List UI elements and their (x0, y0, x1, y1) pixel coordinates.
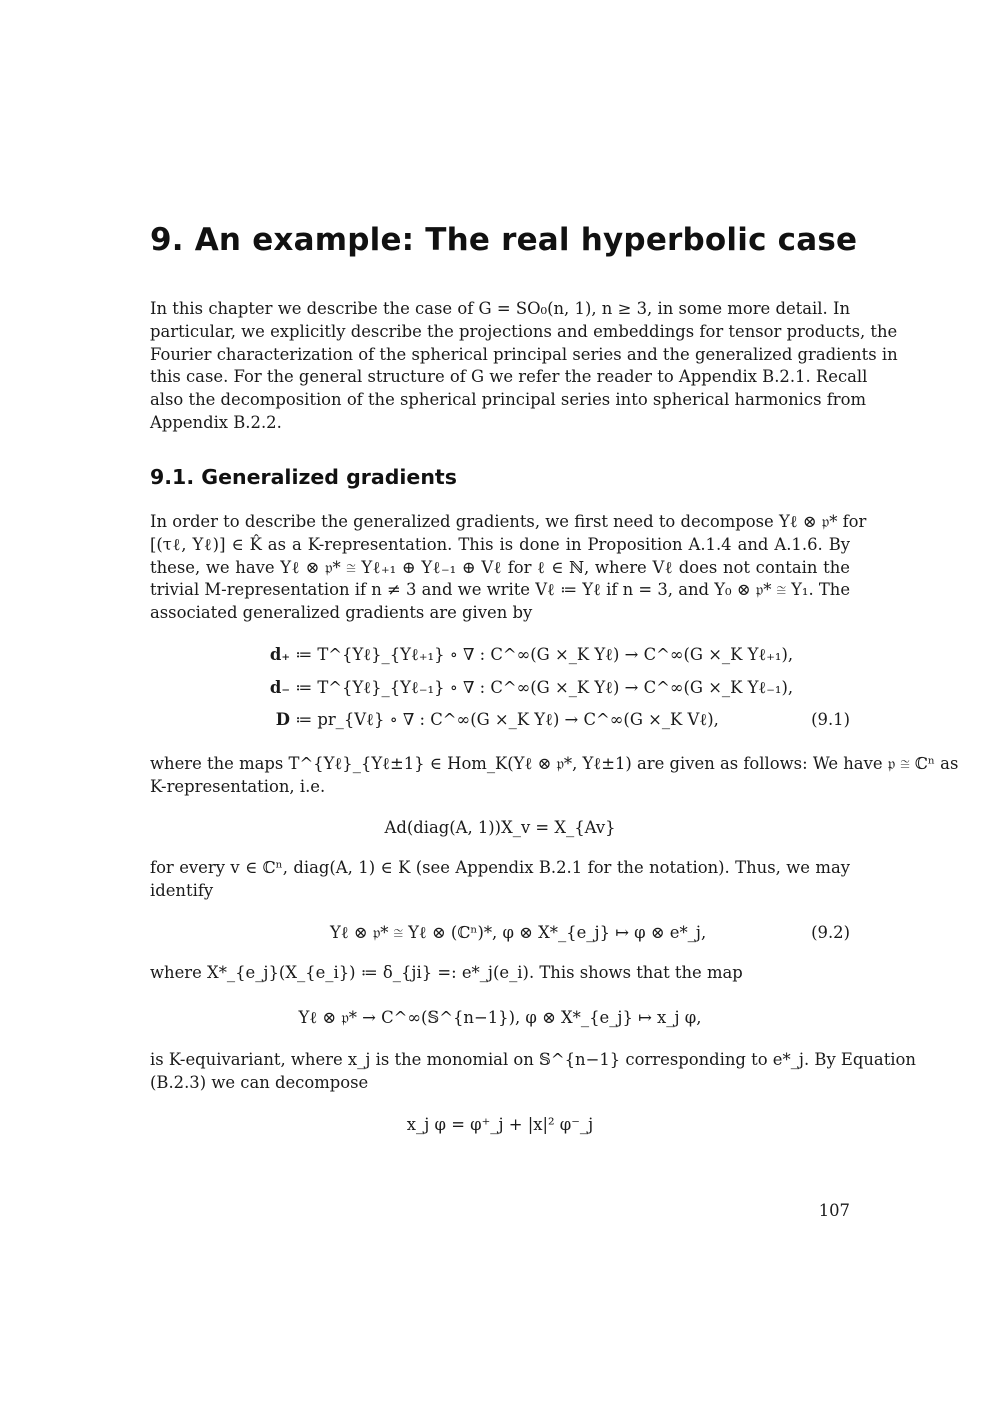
equation-body: Ad(diag(A, 1))X_v = X_{Av} (384, 818, 616, 837)
equation-body: Yℓ ⊗ 𝔭* ≅ Yℓ ⊗ (ℂⁿ)*, φ ⊗ X*_{e_j} ↦ φ ⊗ e*_j, (330, 923, 707, 942)
text-line: these, we have Yℓ ⊗ 𝔭* ≅ Yℓ₊₁ ⊕ Yℓ₋₁ ⊕ Vℓ for ℓ ∈ ℕ, where Vℓ does not contain the (150, 557, 850, 577)
chapter-title: 9. An example: The real hyperbolic case (150, 222, 858, 258)
section-title: 9.1. Generalized gradients (150, 465, 457, 489)
equation-row (220, 705, 719, 735)
text-line: also the decomposition of the spherical principal series into spherical harmonics from (150, 390, 867, 410)
equivariant-paragraph (150, 1049, 916, 1095)
page-number: 107 (818, 1201, 850, 1220)
text-line: particular, we explicitly describe the projections and embeddings for tensor products, the (150, 321, 898, 341)
maps-paragraph (150, 753, 959, 799)
text-line: where the maps T^{Yℓ}_{Yℓ±1} ∈ Hom_K(Yℓ ⊗ 𝔭*, Yℓ±1) are given as follows: We have 𝔭 ≅ ℂⁿ as (150, 754, 959, 773)
equation-rhs: ≔ pr_{Vℓ} ∘ ∇ : C^∞(G ×_K Yℓ) → C^∞(G ×_K Vℓ), (290, 710, 719, 729)
text-line: In this chapter we describe the case of G = SO₀(n, 1), n ≥ 3, in some more detail. In (150, 299, 850, 318)
section-paragraph (150, 511, 867, 625)
equation-row (220, 673, 793, 703)
equation-9-2 (150, 918, 850, 948)
text-line: is K-equivariant, where x_j is the monomial on 𝕊^{n−1} corresponding to e*_j. By Equation (150, 1050, 916, 1069)
where-paragraph (150, 962, 850, 985)
text-line: [(τℓ, Yℓ)] ∈ K̂ as a K-representation. This is done in Proposition A.1.4 and A.1.6. By (150, 534, 850, 554)
every-paragraph (150, 857, 850, 903)
equation-rhs: ≔ T^{Yℓ}_{Yℓ₋₁} ∘ ∇ : C^∞(G ×_K Yℓ) → C^∞(G ×_K Yℓ₋₁), (290, 678, 794, 697)
text-line: this case. For the general structure of G we refer the reader to Appendix B.2.1. Recall (150, 367, 868, 387)
equation-decomposition (150, 1110, 850, 1140)
equation-lhs: d₊ (269, 645, 290, 664)
text-line: associated generalized gradients are given by (150, 603, 533, 623)
equation-lhs: D (275, 710, 290, 729)
text-line: trivial M-representation if n ≠ 3 and we write Vℓ ≔ Yℓ if n = 3, and Y₀ ⊗ 𝔭* ≅ Y₁. The (150, 580, 851, 600)
text-line: where X*_{e_j}(X_{e_i}) ≔ δ_{ji} =: e*_j(e_i). This shows that the map (150, 963, 743, 982)
equation-ad (150, 813, 850, 843)
equation-rhs: ≔ T^{Yℓ}_{Yℓ₊₁} ∘ ∇ : C^∞(G ×_K Yℓ) → C^∞(G ×_K Yℓ₊₁), (290, 645, 794, 664)
text-line: (B.2.3) we can decompose (150, 1072, 369, 1092)
equation-number: (9.1) (811, 710, 850, 729)
equation-body: Yℓ ⊗ 𝔭* → C^∞(𝕊^{n−1}), φ ⊗ X*_{e_j} ↦ x_j φ, (298, 1008, 702, 1027)
text-line: for every v ∈ ℂⁿ, diag(A, 1) ∈ K (see Appendix B.2.1 for the notation). Thus, we may (150, 858, 850, 877)
text-line: Fourier characterization of the spherical principal series and the generalized gradients in (150, 344, 898, 364)
intro-paragraph (150, 298, 898, 435)
equation-lhs: d₋ (269, 678, 290, 697)
text-line: identify (150, 880, 214, 900)
text-line: K-representation, i.e. (150, 776, 326, 796)
text-line: In order to describe the generalized gradients, we first need to decompose Yℓ ⊗ 𝔭* for (150, 512, 867, 531)
equation-row (220, 640, 793, 670)
equation-body: x_j φ = φ⁺_j + |x|² φ⁻_j (406, 1115, 594, 1134)
equation-number: (9.2) (811, 923, 850, 942)
text-line: Appendix B.2.2. (150, 412, 282, 432)
equation-map (150, 1003, 850, 1033)
